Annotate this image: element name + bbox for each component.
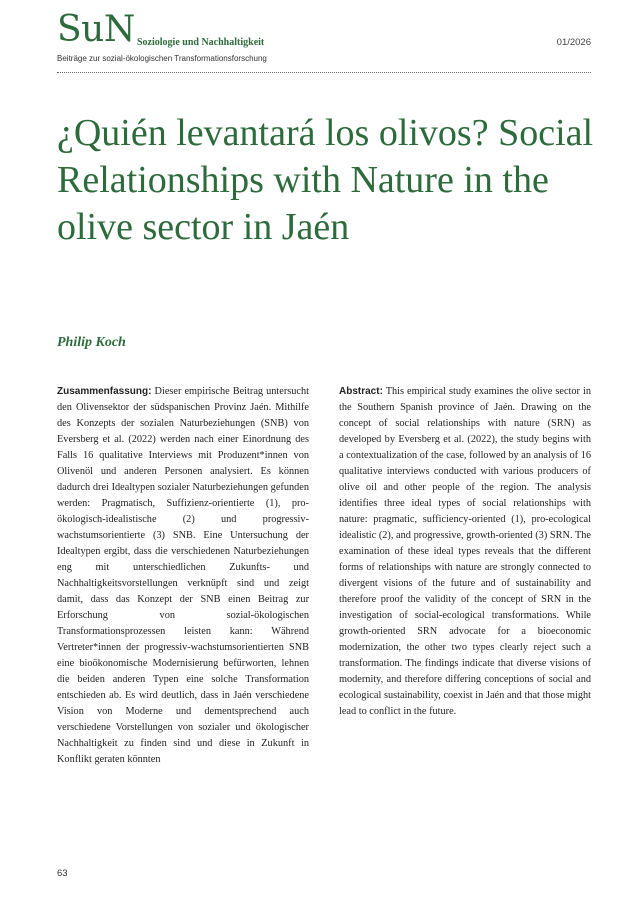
abstract-english-label: Abstract:: [339, 386, 383, 397]
article-author: Philip Koch: [57, 335, 126, 350]
abstract-german-label: Zusammenfassung:: [57, 386, 152, 397]
issue-number: 01/2026: [556, 37, 591, 48]
article-title: ¿Quién levantará los olivos? Social Relationships with Nature in the olive sector in Jaén: [57, 112, 594, 248]
journal-logo: SuN: [57, 9, 135, 50]
page-number: 63: [57, 868, 68, 879]
header-divider: [57, 72, 591, 73]
journal-subtitle: Beiträge zur sozial-ökologischen Transformationsforschung: [57, 54, 267, 63]
abstract-english-text: This empirical study examines the olive sector in the Southern Spanish province of Jaén. Drawing on the concept of social relationships with nature (SRN) as developed by Eversberg et al. (2022), the study begins with a contextualization of the case, followed by an analysis of 16 qualitative interviews conducted with various producers of olive oil and other people of the region. The analysis identifies three ideal types of social relationships with nature: pragmatic, sufficiency-oriented (1), pro-ecological idealistic (2), and progressive, growth-oriented (3) SRN. The examination of these ideal types reveals that the different forms of relationships with nature are strongly connected to divergent visions of the future and of sustainability and therefore proof the validity of the concept of SRN in the investigation of social-ecological transformations. While growth-oriented SRN advocate for a bioeconomic modernization, the other two types clearly reject such a transformation. The findings indicate that diverse visions of modernity, and therefore differing conceptions of social and ecological sustainability, coexist in Jaén and that those might lead to conflict in the future.: [339, 386, 591, 717]
abstract-german-text: Dieser empirische Beitrag untersucht den Olivensektor der südspanischen Provinz Jaén. Mithilfe des Konzepts der sozialen Naturbeziehungen (SNB) von Eversberg et al. (2022) werden nach einer Einordnung des Falls 16 qualitative Interviews mit Produzent*innen von Olivenöl und anderen Personen analysiert. Es können dadurch drei Idealtypen sozialer Naturbeziehungen gefunden werden: Pragmatisch, Suffizienz-orientierte (1), pro-ökologisch-idealistische (2) und progressiv-wachstumsorientierte (3) SNB. Eine Untersuchung der Idealtypen ergibt, dass die verschiedenen Naturbeziehungen eng mit unterschiedlichen Zukunfts- und Nachhaltigkeitsvorstellungen verknüpft sind und zeigt damit, dass das Konzept der SNB einen Beitrag zur Erforschung von sozial-ökologischen Transformationsprozessen leisten kann: Während Vertreter*innen der progressiv-wachstumsorientierten SNB eine bioökonomische Modernisierung befürworten, lehnen die beiden anderen Typen eine solche Transformation entschieden ab. Es wird deutlich, dass in Jaén verschiedene Vision von Moderne und dementsprechend auch verschiedene Vorstellungen von sozialer und ökologischer Nachhaltigkeit zu finden sind und diese in Zukunft in Konflikt geraten könnten: [57, 386, 309, 765]
journal-name: Soziologie und Nachhaltigkeit: [137, 37, 265, 48]
abstract-english: [339, 384, 591, 720]
abstract-german: [57, 384, 309, 768]
